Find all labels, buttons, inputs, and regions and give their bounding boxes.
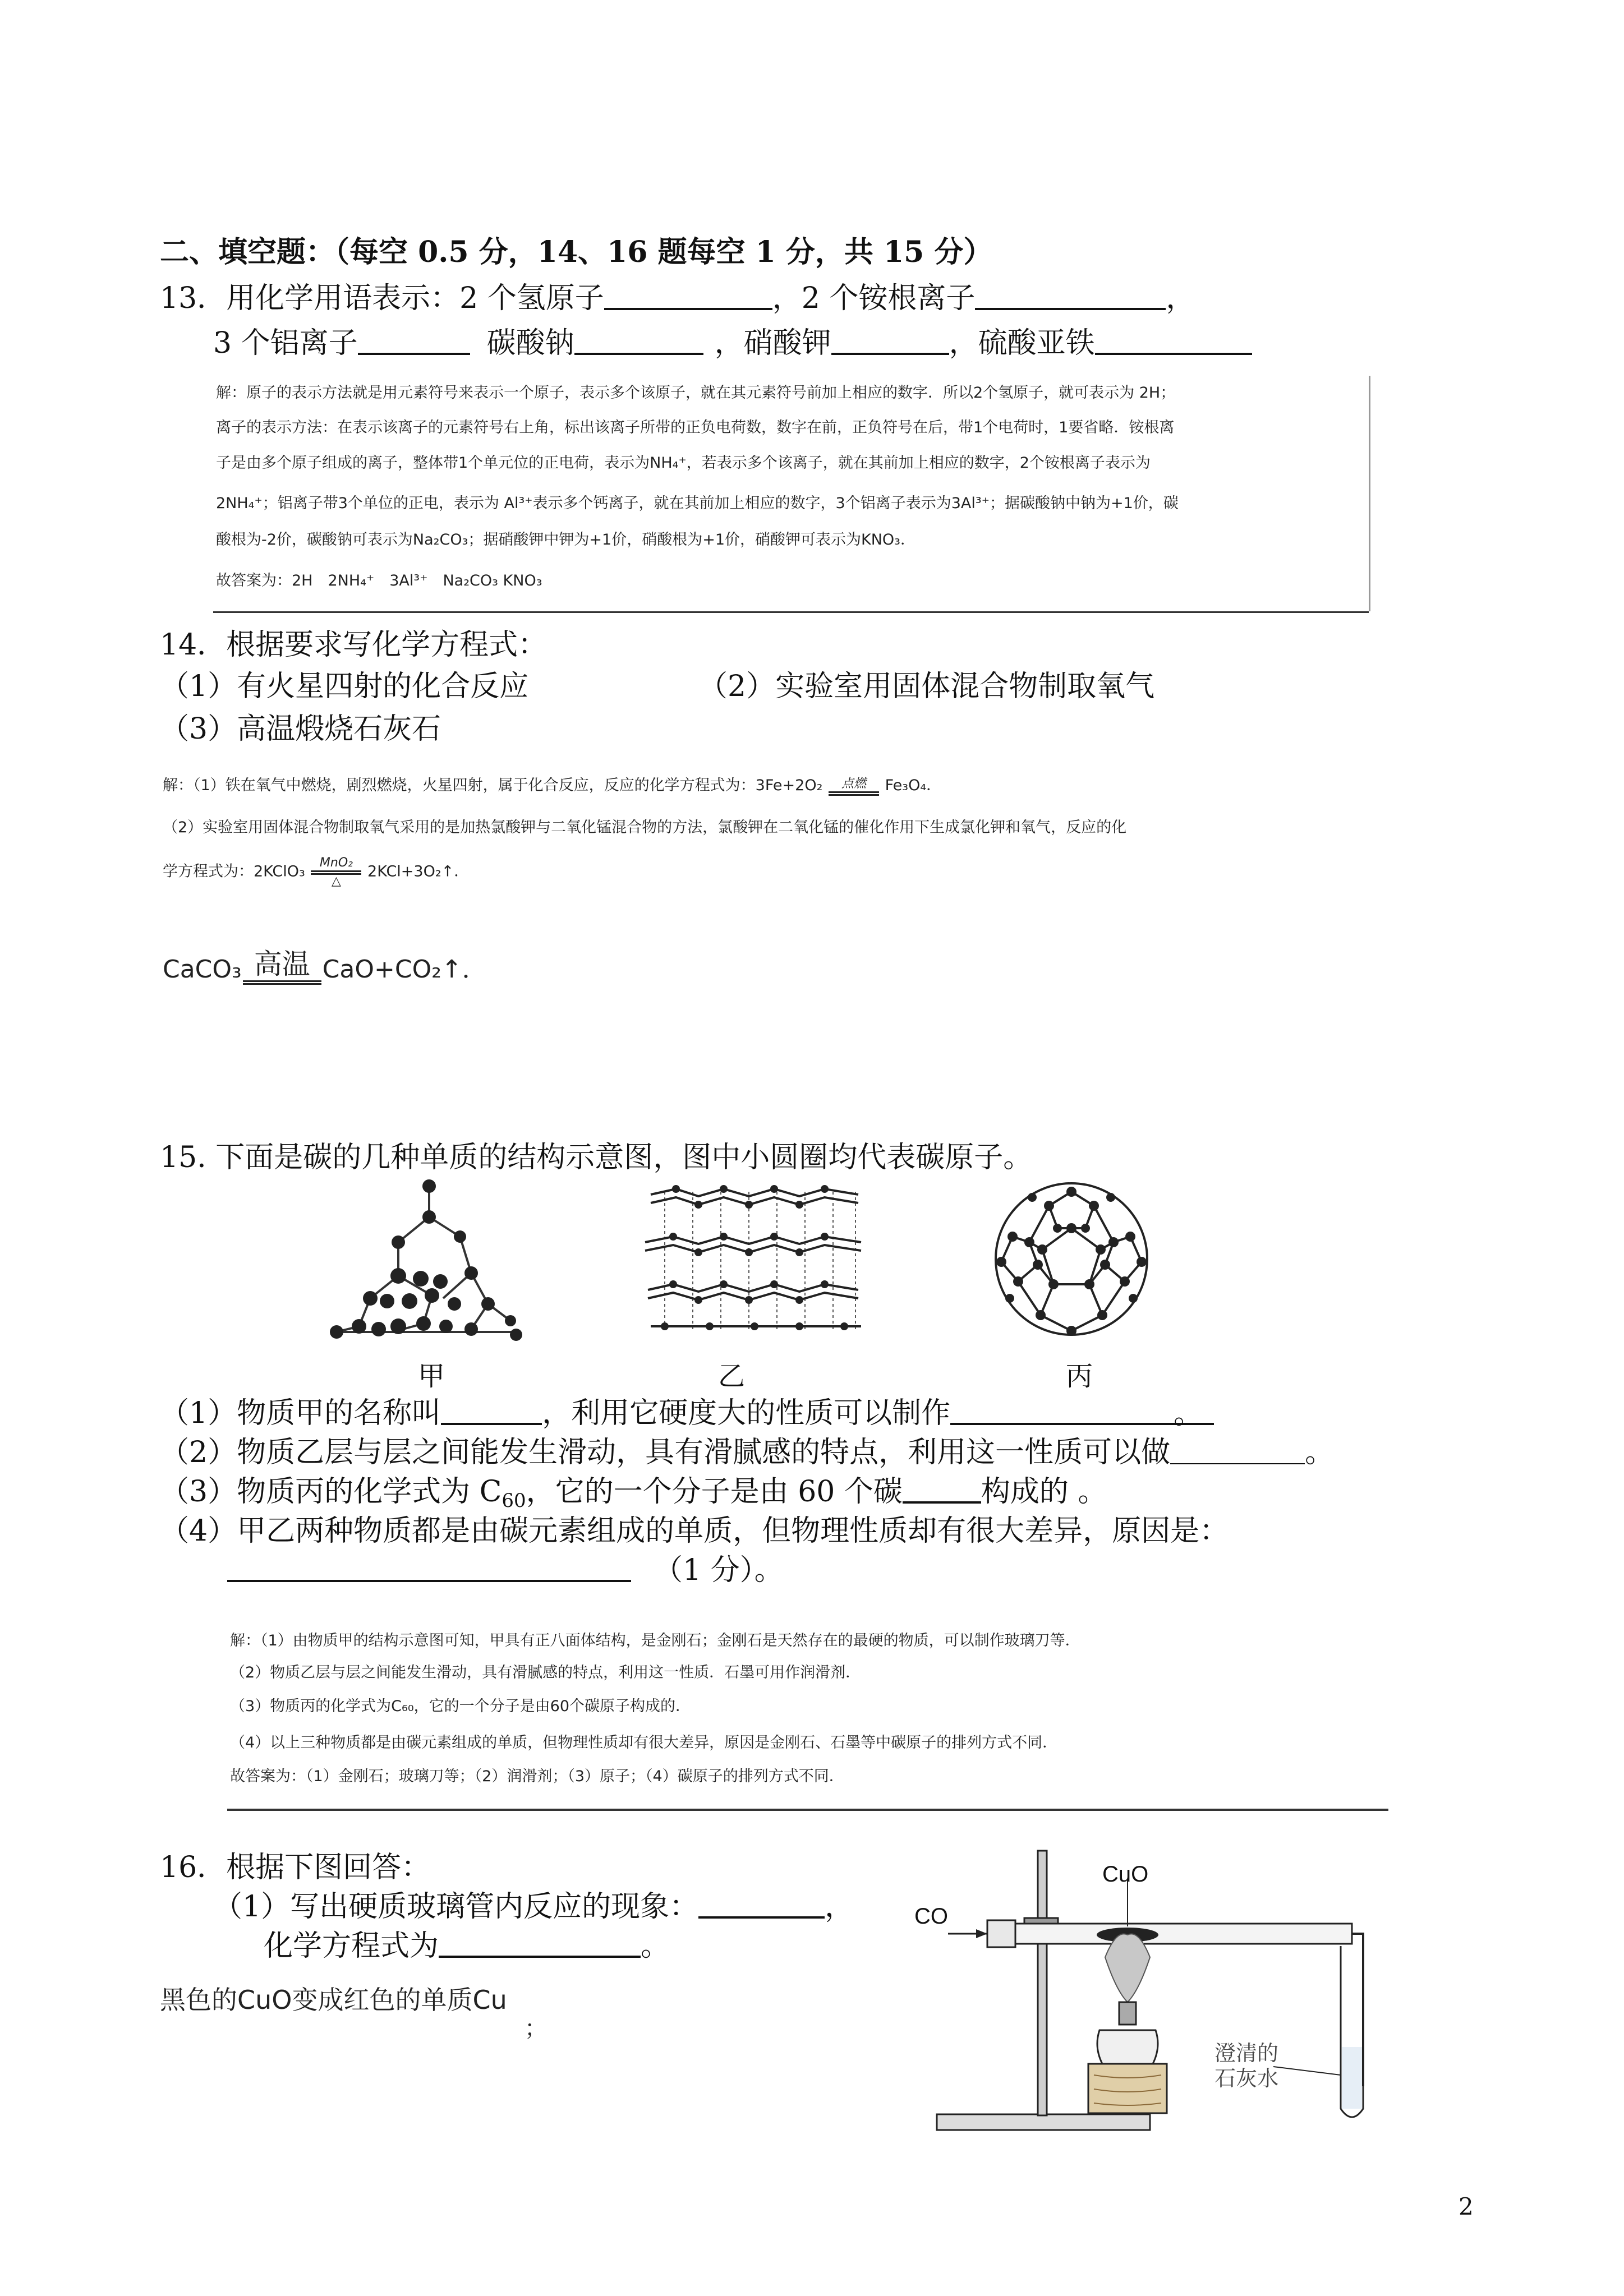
q13-solution-line: 2NH₄⁺；铝离子带3个单位的正电，表示为 Al³⁺表示多个钙离子，就在其前加上相应的数字，3个铝离子表示为3Al³⁺；据碳酸钠中钠为+1价，碳 xyxy=(216,495,1179,512)
q14-item2: （2）实验室用固体混合物制取氧气 xyxy=(698,670,1155,703)
q15-item3-subscript: 60 xyxy=(502,1490,526,1512)
q15-item2-end: 。 xyxy=(1305,1436,1335,1469)
q15-item1-prompt-b: ，利用它硬度大的性质可以制作 xyxy=(542,1396,951,1430)
q13-blank-aluminum[interactable] xyxy=(358,326,470,355)
q14-sol1-product: Fe₃O₄． xyxy=(885,777,942,794)
q15-solution-line: （3）物质丙的化学式为C₆₀，它的一个分子是由60个碳原子构成的． xyxy=(230,1698,691,1715)
q14-solution-2b xyxy=(163,856,469,888)
q15-title: 15. 下面是碳的几种单质的结构示意图，图中小圆圈均代表碳原子。 xyxy=(160,1141,1033,1174)
q14-item3: （3）高温煅烧石灰石 xyxy=(160,712,441,746)
q15-blank-use[interactable] xyxy=(950,1396,1214,1431)
q13-prompt-b: ，2 个铵根离子 xyxy=(772,282,976,315)
q16-title: 16．根据下图回答： xyxy=(160,1851,431,1884)
c60-structure-figure xyxy=(987,1175,1156,1343)
q15-solution-line: （4）以上三种物质都是由碳元素组成的单质，但物理性质却有很大差异，原因是金刚石、石墨等中碳原子的排列方式不同． xyxy=(230,1734,1058,1751)
q14-sol1-cond-label: 点燃 xyxy=(841,776,866,791)
q13-prompt-kno3: ，硝酸钾 xyxy=(714,326,831,360)
q15-item2 xyxy=(160,1435,1334,1470)
q15-divider xyxy=(227,1809,1388,1811)
q14-hand-condition xyxy=(243,948,321,985)
q13-blank-kno3[interactable] xyxy=(831,326,949,355)
fig-label-co: CO xyxy=(914,1904,948,1929)
q13-solution-line: 解：原子的表示方法就是用元素符号来表示一个原子，表示多个该原子，就在其元素符号前加上相应的数字．所以2个氢原子，就可表示为 2H； xyxy=(216,384,1176,402)
q13-prompt-c: ， xyxy=(1166,282,1195,315)
q15-blank-lubricant[interactable] xyxy=(1170,1435,1305,1464)
q14-solution-1 xyxy=(163,776,941,796)
q14-sol1-condition xyxy=(829,777,879,796)
q15-item3-prompt: （3）物质丙的化学式为 C xyxy=(160,1475,502,1509)
q15-item3-end: 构成的 。 xyxy=(981,1475,1107,1509)
q13-solution-line: 子是由多个原子组成的离子，整体带1个单元位的正电荷，表示为NH₄⁺，若表示多个该离子，就在其前加上相应的数字，2个铵根离子表示为 xyxy=(216,454,1151,472)
q15-item1-end: 。 xyxy=(1174,1397,1203,1431)
q13-answer: 故答案为：2H 2NH₄⁺ 3Al³⁺ Na₂CO₃ KNO₃ xyxy=(216,572,542,589)
q13-solution-line: 酸根为-2价，碳酸钠可表示为Na₂CO₃；据硝酸钾中钾为+1价，硝酸根为+1价，硝酸钾可表示为KNO₃． xyxy=(216,531,915,548)
fig-label-limewater-1: 澄清的 xyxy=(1214,2041,1279,2066)
q14-handwritten-answer xyxy=(163,948,487,985)
q14-sol2-prefix: 学方程式为：2KClO₃ xyxy=(163,863,305,880)
q15-blank-name[interactable] xyxy=(441,1396,542,1425)
graphite-structure-figure xyxy=(642,1181,867,1343)
flame xyxy=(1105,1934,1150,2002)
q14-sol2-product: 2KCl+3O₂↑． xyxy=(367,863,470,880)
q15-blank-reason[interactable] xyxy=(227,1553,631,1582)
q13-prompt-al: 3 个铝离子 xyxy=(213,326,358,360)
q13-blank-feso4[interactable] xyxy=(1095,326,1252,355)
q13-line1 xyxy=(160,280,1195,316)
fig-label-limewater-2: 石灰水 xyxy=(1214,2066,1279,2091)
q15-blank-atom[interactable] xyxy=(903,1474,981,1504)
q15-solution-line: （2）物质乙层与层之间能发生滑动，具有滑腻感的特点，利用这一性质．石墨可用作润滑剂． xyxy=(230,1664,861,1681)
q14-sol2-cond-top: MnO₂ xyxy=(319,856,353,870)
q16-item1 xyxy=(213,1889,854,1925)
q13-prompt-feso4: ，硫酸亚铁 xyxy=(949,326,1095,360)
q13-blank-hydrogen[interactable] xyxy=(604,281,772,310)
page-number: 2 xyxy=(1459,2193,1474,2220)
glass-tube xyxy=(1004,1924,1352,1944)
q16-blank-equation[interactable] xyxy=(439,1929,641,1958)
q14-hand-reactant: CaCO₃ xyxy=(163,955,242,984)
q13-divider xyxy=(213,611,1369,613)
q15-item4-answer-line xyxy=(227,1552,784,1588)
fig-label-cuo: CuO xyxy=(1102,1862,1149,1887)
q16-handwritten-semicolon: ； xyxy=(525,2016,547,2041)
alcohol-lamp xyxy=(1097,2030,1158,2064)
q14-item1: （1）有火星四射的化合反应 xyxy=(160,670,529,703)
q15-item1-prompt: （1）物质甲的名称叫 xyxy=(160,1396,441,1430)
q16-item1-equation xyxy=(264,1928,670,1964)
q16-item1-end: 。 xyxy=(641,1929,670,1963)
stand-base xyxy=(937,2114,1150,2130)
co-reduction-apparatus-figure xyxy=(892,1845,1374,2137)
q14-title: 14．根据要求写化学方程式： xyxy=(160,628,548,662)
q15-item3 xyxy=(160,1474,1107,1519)
figure-label-jia: 甲 xyxy=(418,1361,445,1392)
figure-label-bing: 丙 xyxy=(1066,1361,1093,1392)
q13-prompt-na2co3: 碳酸钠 xyxy=(486,326,574,360)
q15-item4-score: （1 分）。 xyxy=(654,1553,784,1587)
q16-item1-prompt: （1）写出硬质玻璃管内反应的现象： xyxy=(213,1890,699,1924)
q16-item1-comma: ， xyxy=(825,1890,854,1924)
q15-solution-line: 解：（1）由物质甲的结构示意图可知，甲具有正八面体结构，是金刚石；金刚石是天然存在的最硬的物质，可以制作玻璃刀等． xyxy=(230,1632,1080,1649)
figure-label-yi: 乙 xyxy=(718,1361,746,1392)
q15-item1 xyxy=(160,1395,1214,1431)
q14-sol2-condition xyxy=(311,856,361,888)
q13-prompt-a: 13．用化学用语表示：2 个氢原子 xyxy=(160,282,604,315)
stand-rod xyxy=(1038,1851,1047,2115)
section-heading: 二、填空题：（每空 0.5 分，14、16 题每空 1 分，共 15 分） xyxy=(160,235,993,269)
q14-sol1-text: 解：（1）铁在氧气中燃烧，剧烈燃烧，火星四射，属于化合反应，反应的化学方程式为：3Fe+2O₂ xyxy=(163,777,823,794)
q15-item4: （4）甲乙两种物质都是由碳元素组成的单质，但物理性质却有很大差异，原因是： xyxy=(160,1514,1229,1548)
q13-solution-border xyxy=(1369,376,1370,611)
q13-blank-ammonium[interactable] xyxy=(975,281,1166,310)
q13-solution-line: 离子的表示方法：在表示该离子的元素符号右上角，标出该离子所带的正负电荷数，数字在前，正负符号在后，带1个电荷时，1要省略．铵根离 xyxy=(216,419,1175,436)
q13-blank-na2co3[interactable] xyxy=(574,326,703,355)
q16-item1-equation-prompt: 化学方程式为 xyxy=(264,1929,439,1963)
q14-sol2-cond-bot: △ xyxy=(331,874,341,888)
q15-item2-prompt: （2）物质乙层与层之间能发生滑动，具有滑腻感的特点，利用这一性质可以做 xyxy=(160,1436,1171,1469)
q15-solution-line: 故答案为：（1）金刚石；玻璃刀等；（2）润滑剂；（3）原子；（4）碳原子的排列方式不同． xyxy=(230,1768,844,1785)
q14-hand-product: CaO+CO₂↑． xyxy=(322,955,487,984)
q14-hand-cond-label: 高温 xyxy=(254,948,310,980)
q14-solution-2: （2）实验室用固体混合物制取氧气采用的是加热氯酸钾与二氧化锰混合物的方法，氯酸钾在二氧化锰的催化作用下生成氯化钾和氧气，反应的化 xyxy=(163,819,1127,836)
diamond-structure-figure xyxy=(325,1175,527,1349)
q13-line2 xyxy=(213,325,1252,361)
q16-blank-phenomenon[interactable] xyxy=(698,1889,825,1919)
q16-handwritten-answer: 黑色的CuO变成红色的单质Cu xyxy=(160,1985,507,2015)
q15-item3-prompt-b: ，它的一个分子是由 60 个碳 xyxy=(526,1475,903,1509)
